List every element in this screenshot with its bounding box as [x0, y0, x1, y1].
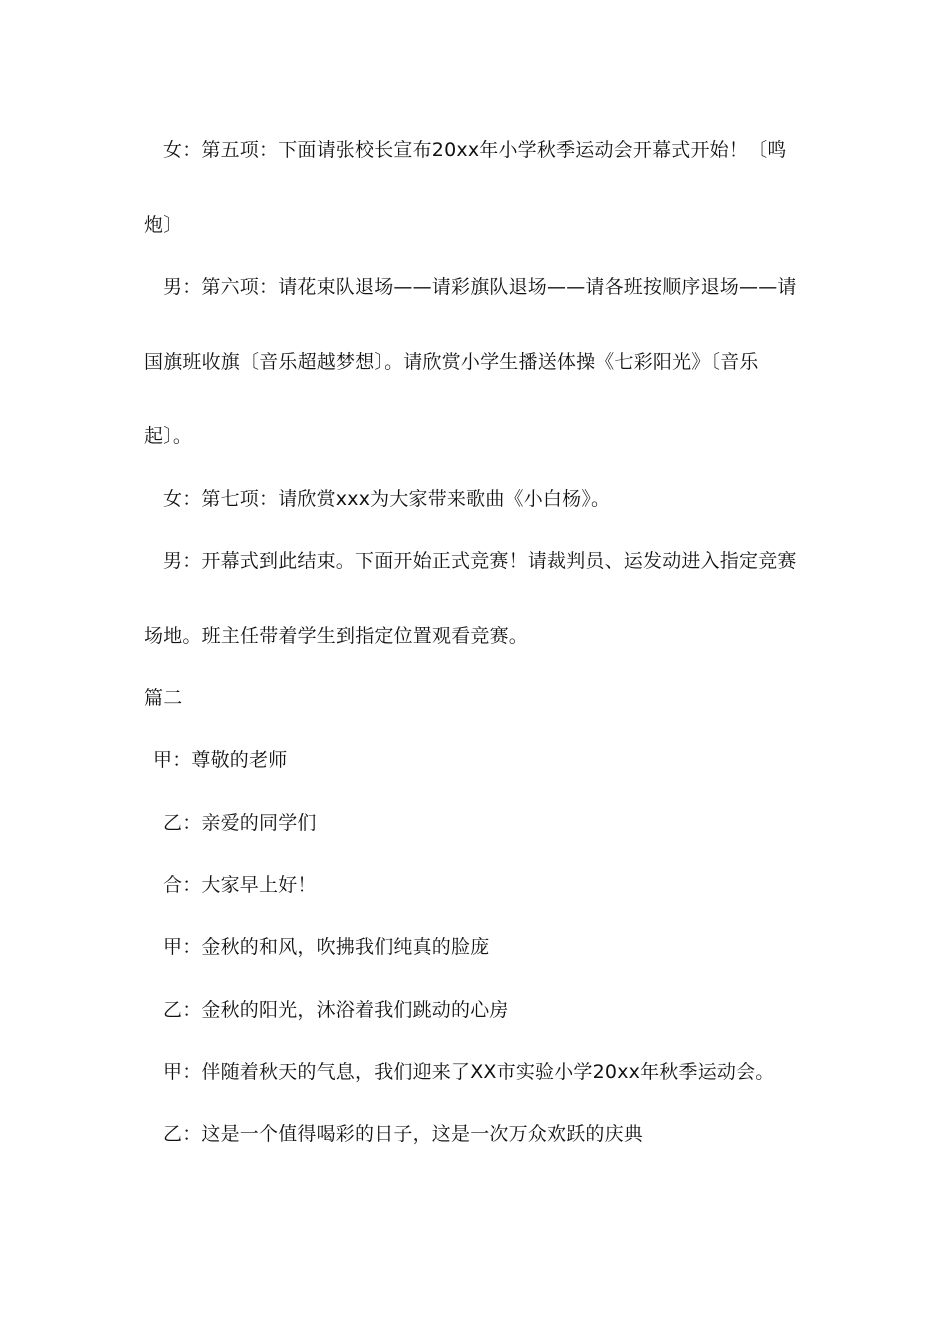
dialogue-line: 乙：金秋的阳光，沐浴着我们跳动的心房 — [163, 999, 509, 1021]
paragraph-line: 炮〕 — [144, 214, 183, 236]
paragraph-line: 男：开幕式到此结束。下面开始正式竞赛！请裁判员、运发动进入指定竞赛 — [163, 550, 797, 572]
paragraph-line: 起〕。 — [144, 425, 193, 447]
dialogue-line: 甲：金秋的和风，吹拂我们纯真的脸庞 — [163, 936, 490, 958]
paragraph-line: 国旗班收旗〔音乐超越梦想〕。请欣赏小学生播送体操《七彩阳光》〔音乐 — [144, 351, 759, 373]
section-heading: 篇二 — [144, 687, 183, 709]
dialogue-line: 乙：亲爱的同学们 — [163, 812, 317, 834]
paragraph-line: 男：第六项：请花束队退场——请彩旗队退场——请各班按顺序退场——请 — [163, 276, 797, 298]
dialogue-line: 甲：尊敬的老师 — [153, 749, 288, 771]
dialogue-line: 乙：这是一个值得喝彩的日子，这是一次万众欢跃的庆典 — [163, 1123, 644, 1145]
paragraph-line: 女：第七项：请欣赏xxx为大家带来歌曲《小白杨》。 — [163, 488, 611, 510]
dialogue-line: 合：大家早上好！ — [163, 874, 317, 896]
paragraph-line: 女：第五项：下面请张校长宣布20xx年小学秋季运动会开幕式开始！〔鸣 — [163, 139, 787, 161]
paragraph-line: 场地。班主任带着学生到指定位置观看竞赛。 — [144, 625, 529, 647]
dialogue-line: 甲：伴随着秋天的气息，我们迎来了XX市实验小学20xx年秋季运动会。 — [163, 1061, 775, 1083]
